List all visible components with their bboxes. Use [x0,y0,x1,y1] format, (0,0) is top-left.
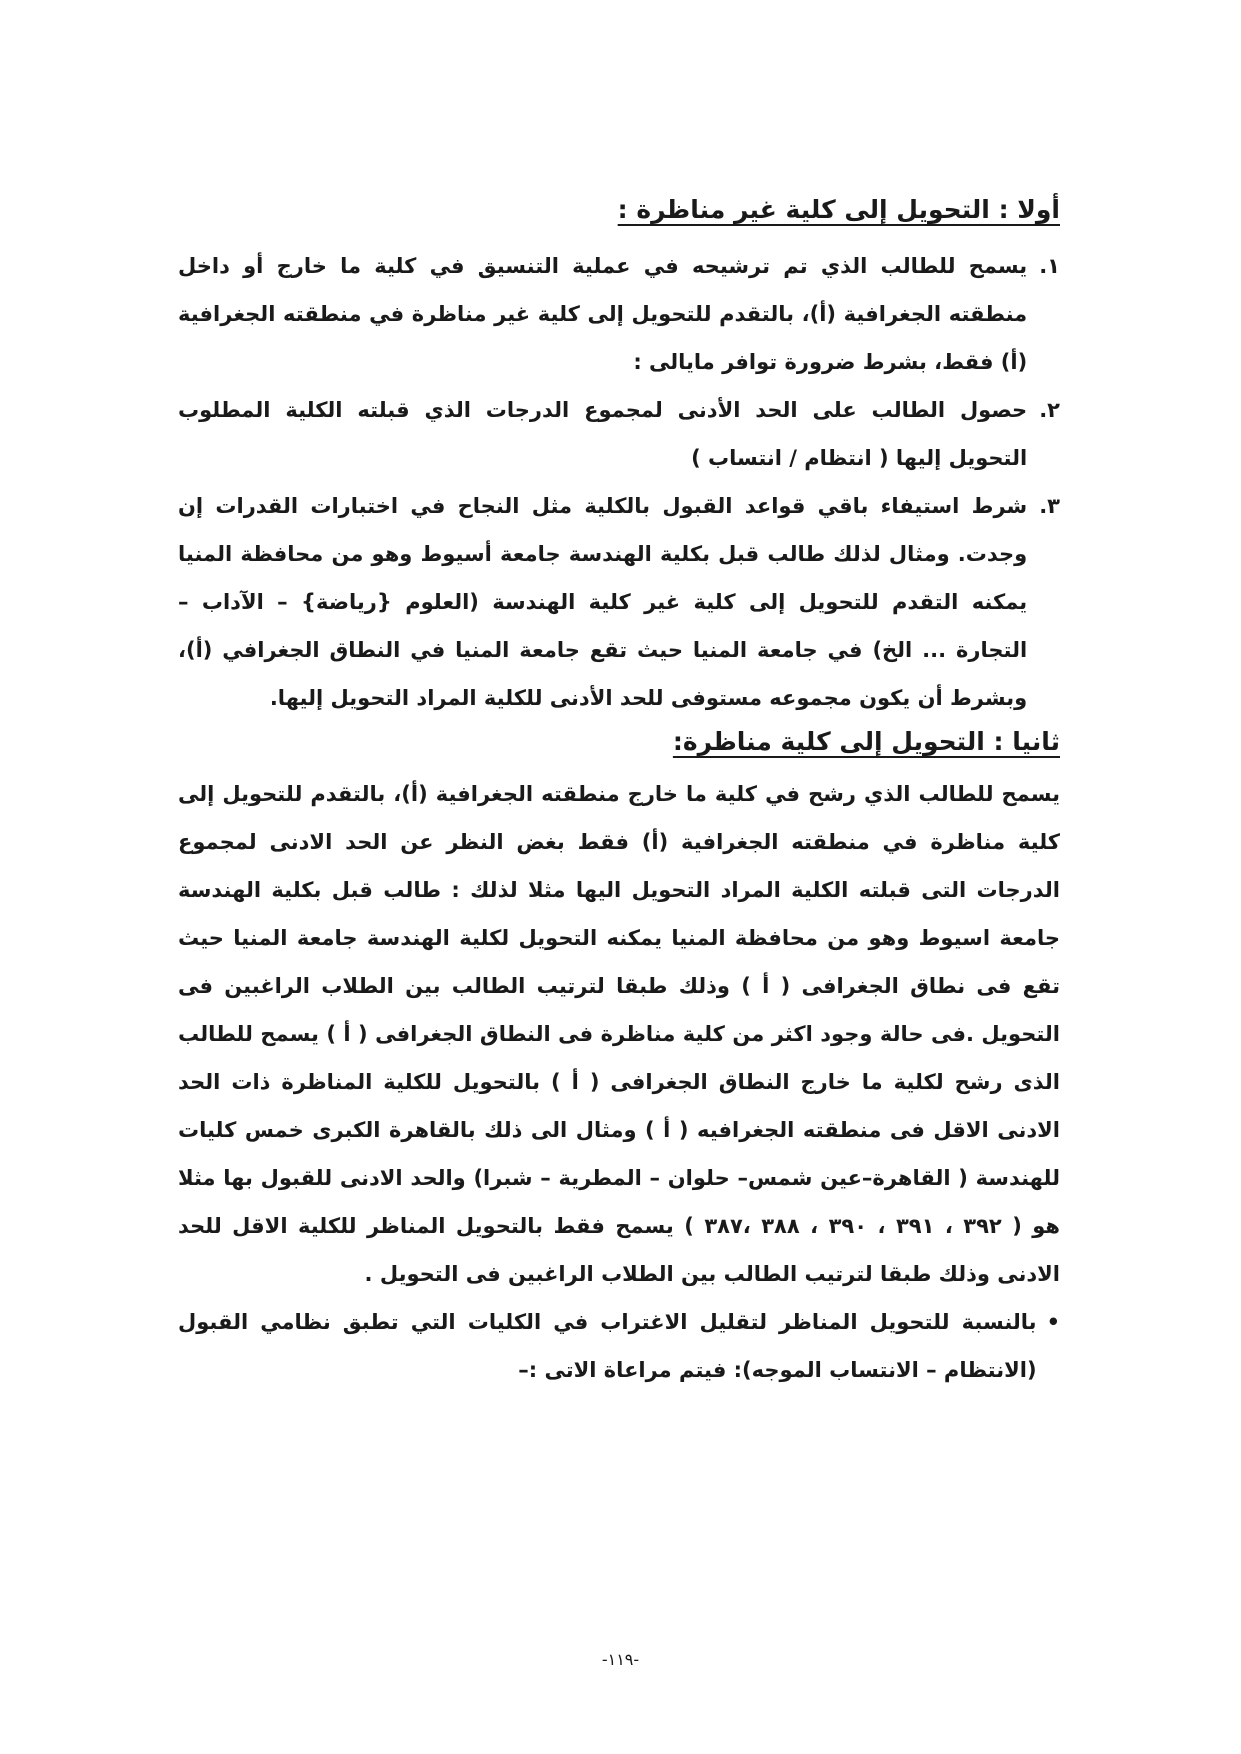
list-item-1-number: ١. [1039,254,1060,278]
list-item-3 [178,482,1060,722]
section-2-paragraph: يسمح للطالب الذي رشح في كلية ما خارج منطقته الجغرافية (أ)، بالتقدم للتحويل إلى كلية مناظرة في منطقته الجغرافية (أ) فقط بغض النظر عن الحد الادنى لمجموع الدرجات التى قبلته الكلية المراد التحويل اليها مثلا لذلك : طالب قبل بكلية الهندسة جامعة اسيوط وهو من محافظة المنيا يمكنه التحويل لكلية الهندسة جامعة المنيا حيث تقع فى نطاق الجغرافى ( أ ) وذلك طبقا لترتيب الطالب بين الطلاب الراغبين فى التحويل .فى حالة وجود اكثر من كلية مناظرة فى النطاق الجغرافى ( أ ) يسمح للطالب الذى رشح لكلية ما خارج النطاق الجغرافى ( أ ) بالتحويل للكلية المناظرة ذات الحد الادنى الاقل فى منطقته الجغرافيه ( أ ) ومثال الى ذلك بالقاهرة الكبرى خمس كليات للهندسة ( القاهرة–عين شمس– حلوان – المطرية – شبرا) والحد الادنى للقبول بها مثلا هو ( ٣٩٢ ، ٣٩١ ، ٣٩٠ ، ٣٨٨ ،٣٨٧ ) يسمح فقط بالتحويل المناظر للكلية الاقل للحد الادنى وذلك طبقا لترتيب الطالب بين الطلاب الراغبين فى التحويل . [178,782,1060,1286]
list-item-3-text: شرط استيفاء باقي قواعد القبول بالكلية مثل النجاح في اختبارات القدرات إن وجدت. ومثال لذلك طالب قبل بكلية الهندسة جامعة أسيوط وهو من محافظة المنيا يمكنه التقدم للتحويل إلى كلية غير كلية الهندسة (العلوم {رياضة} – الآداب – التجارة ... الخ) في جامعة المنيا حيث تقع جامعة المنيا في النطاق الجغرافي (أ)، وبشرط أن يكون مجموعه مستوفى للحد الأدنى للكلية المراد التحويل إليها. [178,494,1028,710]
list-item-2-number: ٢. [1039,398,1060,422]
bullet-item [178,1298,1060,1394]
page-number: -١١٩- [601,1650,640,1669]
page-content [178,190,1060,1394]
bullet-symbol: • [1046,1310,1060,1334]
bullet-text: بالنسبة للتحويل المناظر لتقليل الاغتراب في الكليات التي تطبق نظامي القبول (الانتظام – الانتساب الموجه): فيتم مراعاة الاتى :– [178,1310,1037,1382]
list-item-1 [178,242,1060,386]
section-2-heading: ثانيا : التحويل إلى كلية مناظرة: [672,727,1060,756]
list-item-3-number: ٣. [1039,494,1060,518]
list-item-1-text: يسمح للطالب الذي تم ترشيحه في عملية التنسيق في كلية ما خارج أو داخل منطقته الجغرافية (أ)، بالتقدم للتحويل إلى كلية غير مناظرة في منطقته الجغرافية (أ) فقط، بشرط ضرورة توافر مايالى : [178,254,1028,374]
list-item-2-text: حصول الطالب على الحد الأدنى لمجموع الدرجات الذي قبلته الكلية المطلوب التحويل إليها ( انتظام / انتساب ) [178,398,1028,470]
list-item-2 [178,386,1060,482]
section-1-heading: أولا : التحويل إلى كلية غير مناظرة : [617,195,1060,224]
